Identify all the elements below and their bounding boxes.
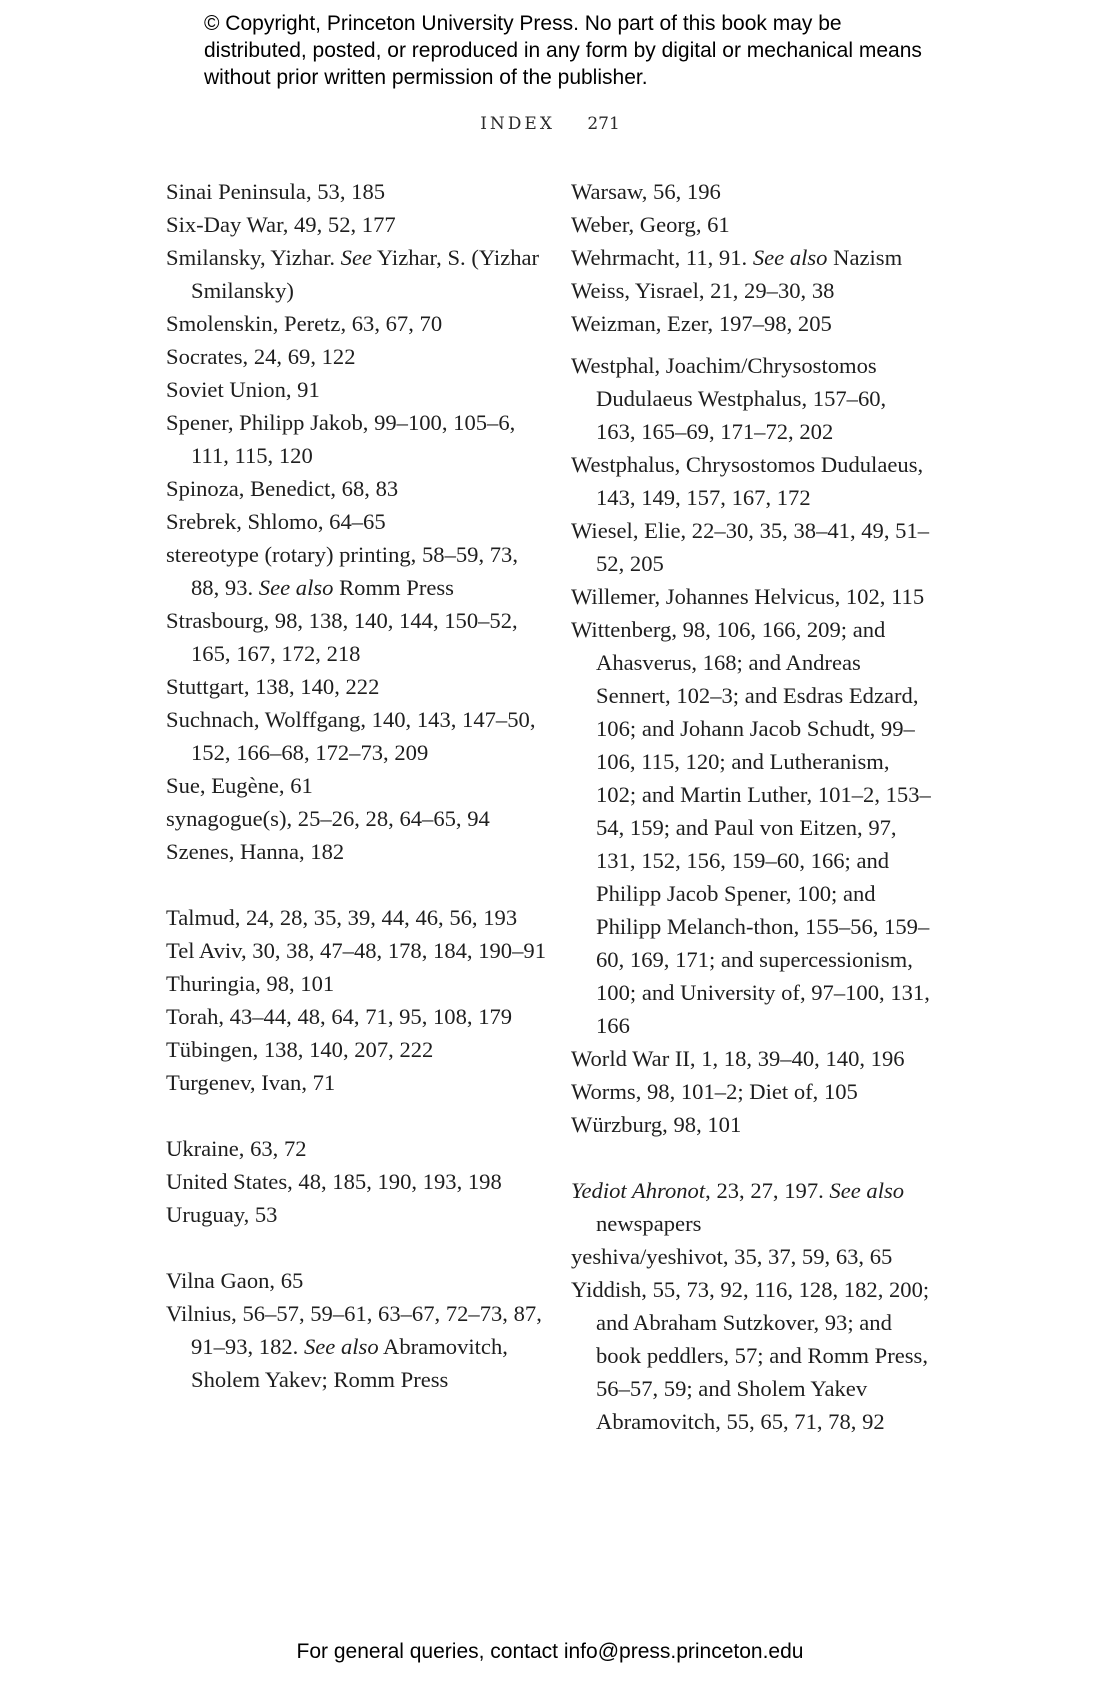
index-entry: Turgenev, Ivan, 71 <box>166 1070 336 1095</box>
entry-text: Smilansky, Yizhar. <box>166 245 341 270</box>
entry-text: , 23, 27, 197. <box>705 1178 830 1203</box>
index-entry: Talmud, 24, 28, 35, 39, 44, 46, 56, 193 <box>166 905 518 930</box>
index-entry: Worms, 98, 101–2; Diet of, 105 <box>571 1079 858 1104</box>
running-head-label: INDEX <box>480 114 555 134</box>
cross-reference: See also <box>752 245 828 270</box>
index-entry: Strasbourg, 98, 138, 140, 144, 150–52, 165, 167, 172, 218 <box>166 608 518 666</box>
index-entry: Torah, 43–44, 48, 64, 71, 95, 108, 179 <box>166 1004 513 1029</box>
index-entry: Westphal, Joachim/Chrysostomos Dudulaeus Westphalus, 157–60, 163, 165–69, 171–72, 202 <box>571 353 887 444</box>
cross-reference: See <box>340 245 373 270</box>
index-entry: Thuringia, 98, 101 <box>166 971 335 996</box>
page-number: 271 <box>587 114 620 134</box>
entry-text: stereotype (rotary) printing, 58–59, 73, 88, 93. <box>166 542 519 600</box>
entry-text: Nazism <box>827 245 903 270</box>
section-gap <box>571 1141 931 1174</box>
cross-reference: See also <box>303 1334 379 1359</box>
cross-reference: See also <box>258 575 334 600</box>
index-entry <box>571 1174 931 1240</box>
index-entry: Vilna Gaon, 65 <box>166 1268 304 1293</box>
index-entry: Stuttgart, 138, 140, 222 <box>166 674 380 699</box>
entry-text: Romm Press <box>333 575 454 600</box>
index-entry: Yiddish, 55, 73, 92, 116, 128, 182, 200; and Abraham Sutzkover, 93; and book peddlers, 57; and Romm Press, 56–57, 59; and Sholem Yakev Abramovitch, 55, 65, 71, 78, 92 <box>571 1277 930 1434</box>
index-entry: Sue, Eugène, 61 <box>166 773 313 798</box>
index-entry: World War II, 1, 18, 39–40, 140, 196 <box>571 1046 905 1071</box>
footer-contact: For general queries, contact info@press.princeton.edu <box>296 1640 804 1663</box>
index-entry: yeshiva/yeshivot, 35, 37, 59, 63, 65 <box>571 1244 893 1269</box>
index-entry: Uruguay, 53 <box>166 1202 278 1227</box>
running-head <box>0 114 1100 134</box>
index-entry: Wittenberg, 98, 106, 166, 209; and Ahasverus, 168; and Andreas Sennert, 102–3; and Esdras Edzard, 106; and Johann Jacob Schudt, 99–106, 115, 120; and Lutheranism, 102; and Martin Luther, 101–2, 153–54, 159; and Paul von Eitzen, 97, 131, 152, 156, 159–60, 166; and Philipp Jacob Spener, 100; and Philipp Melanch-thon, 155–56, 159–60, 169, 171; and supercessionism, 100; and University of, 97–100, 131, 166 <box>571 617 931 1038</box>
index-entry: Soviet Union, 91 <box>166 377 320 402</box>
index-entry <box>166 1297 546 1396</box>
entry-text: newspapers <box>596 1211 702 1236</box>
index-entry: Warsaw, 56, 196 <box>571 179 721 204</box>
index-entry <box>166 538 546 604</box>
copyright-notice: © Copyright, Princeton University Press. No part of this book may be distributed, posted, or reproduced in any form by digital or mechanical means without prior written permission of the publisher. <box>204 12 922 89</box>
index-entry: Smolenskin, Peretz, 63, 67, 70 <box>166 311 443 336</box>
index-entry: Tübingen, 138, 140, 207, 222 <box>166 1037 434 1062</box>
index-entry: Westphalus, Chrysostomos Dudulaeus, 143, 149, 157, 167, 172 <box>571 452 924 510</box>
index-entry: Spinoza, Benedict, 68, 83 <box>166 476 399 501</box>
index-entry: Spener, Philipp Jakob, 99–100, 105–6, 111, 115, 120 <box>166 410 516 468</box>
index-entry: Sinai Peninsula, 53, 185 <box>166 179 386 204</box>
index-entry: Srebrek, Shlomo, 64–65 <box>166 509 386 534</box>
section-gap <box>166 1231 546 1264</box>
cross-reference: See also <box>829 1178 905 1203</box>
index-entry: Willemer, Johannes Helvicus, 102, 115 <box>571 584 925 609</box>
index-column-right <box>571 175 931 1438</box>
entry-text: Abramovitch, Sholem Yakev; Romm Press <box>191 1334 508 1392</box>
section-gap <box>571 340 931 349</box>
index-entry: Suchnach, Wolffgang, 140, 143, 147–50, 152, 166–68, 172–73, 209 <box>166 707 536 765</box>
entry-text: Vilnius, 56–57, 59–61, 63–67, 72–73, 87, 91–93, 182. <box>166 1301 542 1359</box>
index-entry: Six-Day War, 49, 52, 177 <box>166 212 396 237</box>
index-entry <box>571 241 931 274</box>
index-entry: Würzburg, 98, 101 <box>571 1112 742 1137</box>
index-entry: Ukraine, 63, 72 <box>166 1136 307 1161</box>
index-entry: Szenes, Hanna, 182 <box>166 839 345 864</box>
index-entry: Tel Aviv, 30, 38, 47–48, 178, 184, 190–91 <box>166 938 546 963</box>
index-entry: Weizman, Ezer, 197–98, 205 <box>571 311 832 336</box>
section-gap <box>166 868 546 901</box>
index-entry: Weber, Georg, 61 <box>571 212 730 237</box>
section-gap <box>166 1099 546 1132</box>
index-entry: synagogue(s), 25–26, 28, 64–65, 94 <box>166 806 490 831</box>
entry-text: Yizhar, S. (Yizhar Smilansky) <box>191 245 540 303</box>
entry-text: Wehrmacht, 11, 91. <box>571 245 753 270</box>
index-entry: Wiesel, Elie, 22–30, 35, 38–41, 49, 51–52, 205 <box>571 518 930 576</box>
index-entry: Socrates, 24, 69, 122 <box>166 344 356 369</box>
index-entry: United States, 48, 185, 190, 193, 198 <box>166 1169 502 1194</box>
index-column-left <box>166 175 546 1396</box>
index-entry <box>166 241 546 307</box>
index-entry: Weiss, Yisrael, 21, 29–30, 38 <box>571 278 835 303</box>
entry-title: Yediot Ahronot <box>571 1178 706 1203</box>
